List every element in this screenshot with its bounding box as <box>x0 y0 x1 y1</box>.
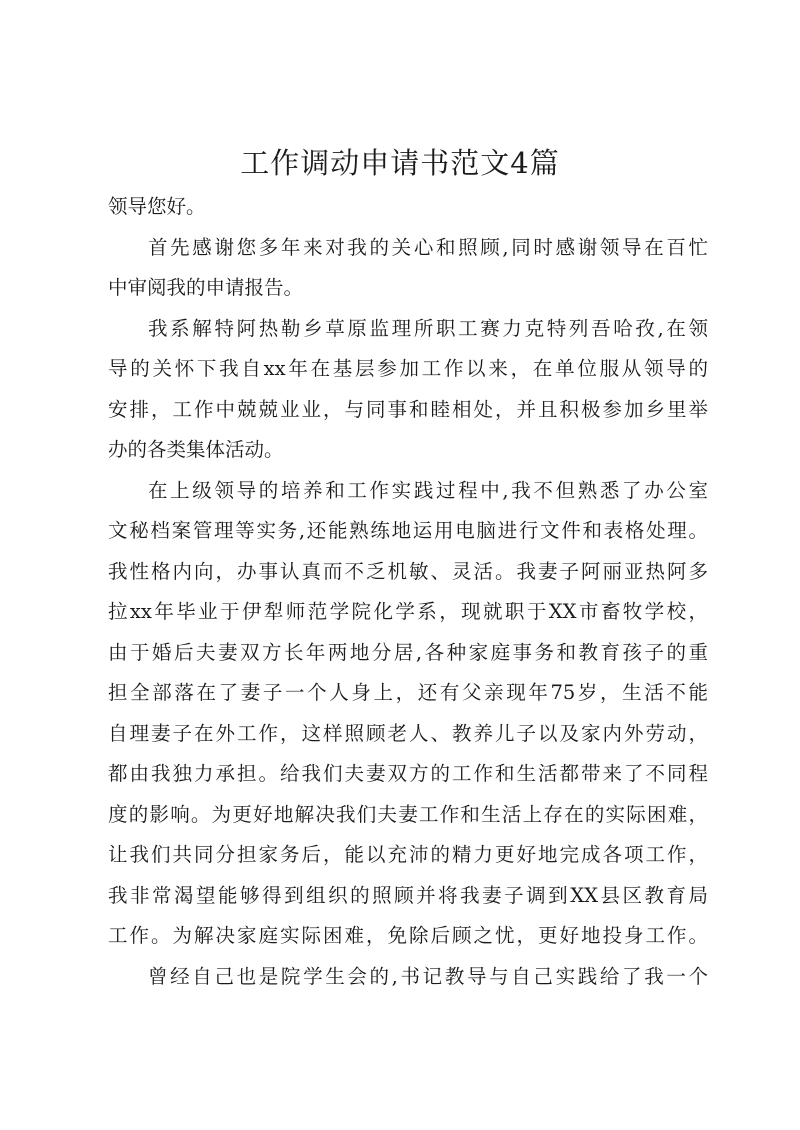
text-line: 拉xx年毕业于伊犁师范学院化学系，现就职于XX市畜牧学校， <box>108 600 708 623</box>
text-line: 曾经自己也是院学生会的,书记教导与自己实践给了我一个 <box>148 964 708 988</box>
text-line: 我系解特阿热勒乡草原监理所职工赛力克特列吾哈孜,在领 <box>148 316 708 340</box>
text-line: 我性格内向，办事认真而不乏机敏、灵活。我妻子阿丽亚热阿多 <box>108 559 708 583</box>
document-body <box>108 187 708 997</box>
text-line: 由于婚后夫妻双方长年两地分居,各种家庭事务和教育孩子的重 <box>108 640 708 664</box>
text-line: 工作。为解决家庭实际困难，免除后顾之忧，更好地投身工作。 <box>108 924 708 947</box>
text-line: 安排，工作中兢兢业业，与同事和睦相处，并且积极参加乡里举 <box>108 397 708 421</box>
text-line: 办的各类集体活动。 <box>108 438 284 461</box>
text-line: 文秘档案管理等实务,还能熟练地运用电脑进行文件和表格处理。 <box>108 519 708 542</box>
text-line: 导的关怀下我自xx年在基层参加工作以来，在单位服从领导的 <box>108 357 708 380</box>
text-line: 中审阅我的申请报告。 <box>108 276 304 299</box>
text-line: 领导您好。 <box>108 195 206 218</box>
text-line: 在上级领导的培养和工作实践过程中,我不但熟悉了办公室 <box>148 478 708 502</box>
text-line: 首先感谢您多年来对我的关心和照顾,同时感谢领导在百忙 <box>148 235 708 259</box>
text-line: 我非常渴望能够得到组织的照顾并将我妻子调到XX县区教育局 <box>108 883 708 907</box>
text-line: 担全部落在了妻子一个人身上，还有父亲现年75岁，生活不能 <box>108 681 708 704</box>
text-line: 都由我独力承担。给我们夫妻双方的工作和生活都带来了不同程 <box>108 762 708 785</box>
text-line: 让我们共同分担家务后，能以充沛的精力更好地完成各项工作， <box>108 843 708 866</box>
text-line: 自理妻子在外工作，这样照顾老人、教养儿子以及家内外劳动， <box>108 721 708 745</box>
document-title: 工作调动申请书范文4篇 <box>240 146 560 180</box>
text-line: 度的影响。为更好地解决我们夫妻工作和生活上存在的实际困难， <box>108 802 708 826</box>
